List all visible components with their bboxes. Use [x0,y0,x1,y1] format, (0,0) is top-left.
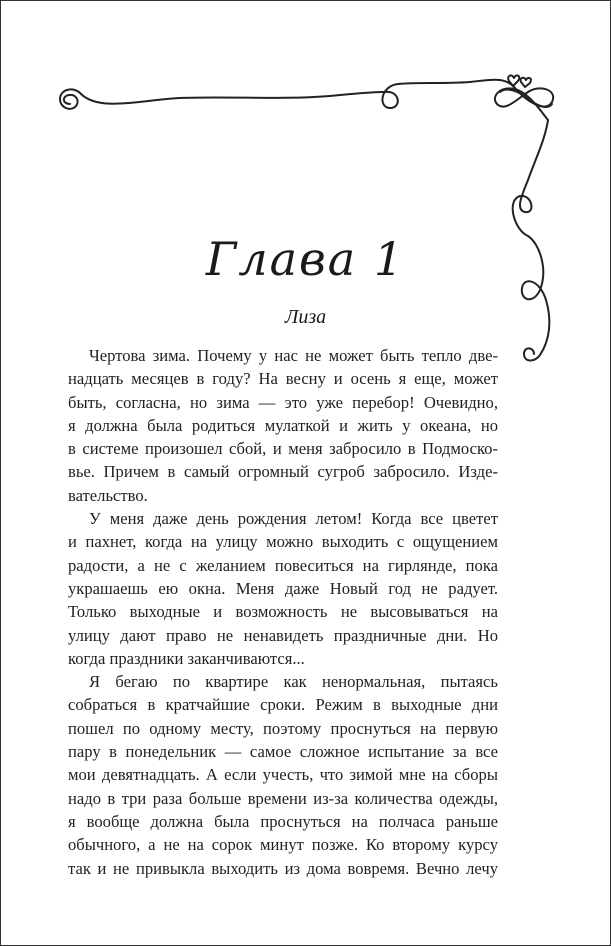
body-text [68,344,498,880]
text-line: радости, а не с желанием повеситься на гирлянде, пока [68,555,498,575]
text-line: улицу дают право не ненавидеть праздничные дни. Но [68,625,498,645]
text-line: обычного, а не на сорок минут позже. Ко второму курсу [68,835,498,855]
text-line: я вообще должна была проснуться на полчаса раньше [68,811,498,831]
text-line: Только выходные и возможность не высовываться на [68,602,498,622]
text-line: пошел по одному месту, поэтому проснуться на первую [68,718,498,738]
text-line: Я бегаю по квартире как ненормальная, пытаясь [89,672,498,692]
text-line: надцать месяцев в году? На весну и осень я еще, может [68,369,498,389]
text-line: и пахнет, когда на улицу можно выходить с ощущением [68,532,498,552]
text-line: надо в три раза больше времени из-за количества одежды, [68,788,498,808]
text-line: вье. Причем в самый огромный сугроб забросило. Изде- [68,462,498,482]
text-line: Чертова зима. Почему у нас не может быть тепло две- [89,346,498,365]
text-line: У меня даже день рождения летом! Когда все цветет [89,509,498,529]
text-line: украшаешь ею окна. Меня даже Новый год не радует. [68,578,498,598]
text-line: в системе произошел сбой, и меня забросило в Подмоско- [68,439,498,459]
text-line: когда праздники заканчиваются... [68,648,305,668]
text-line: так и не привыкла выходить из дома вовремя. Вечно лечу [68,858,498,878]
decorative-swirl-ornament [0,0,611,400]
text-line: пару в понедельник — самое сложное испытание за все [68,742,498,762]
chapter-subtitle: Лиза [284,306,327,328]
text-line: собраться в кратчайшие сроки. Режим в выходные дни [68,695,498,715]
text-line: я должна была родиться мулаткой и жить у океана, но [68,415,498,435]
text-line: мои девятнадцать. А если учесть, что зимой мне на сборы [68,765,498,785]
chapter-title: Глава 1 [205,232,406,286]
text-line: быть, согласна, но зима — это уже перебор! Очевидно, [68,392,498,412]
text-line: вательство. [68,485,148,505]
